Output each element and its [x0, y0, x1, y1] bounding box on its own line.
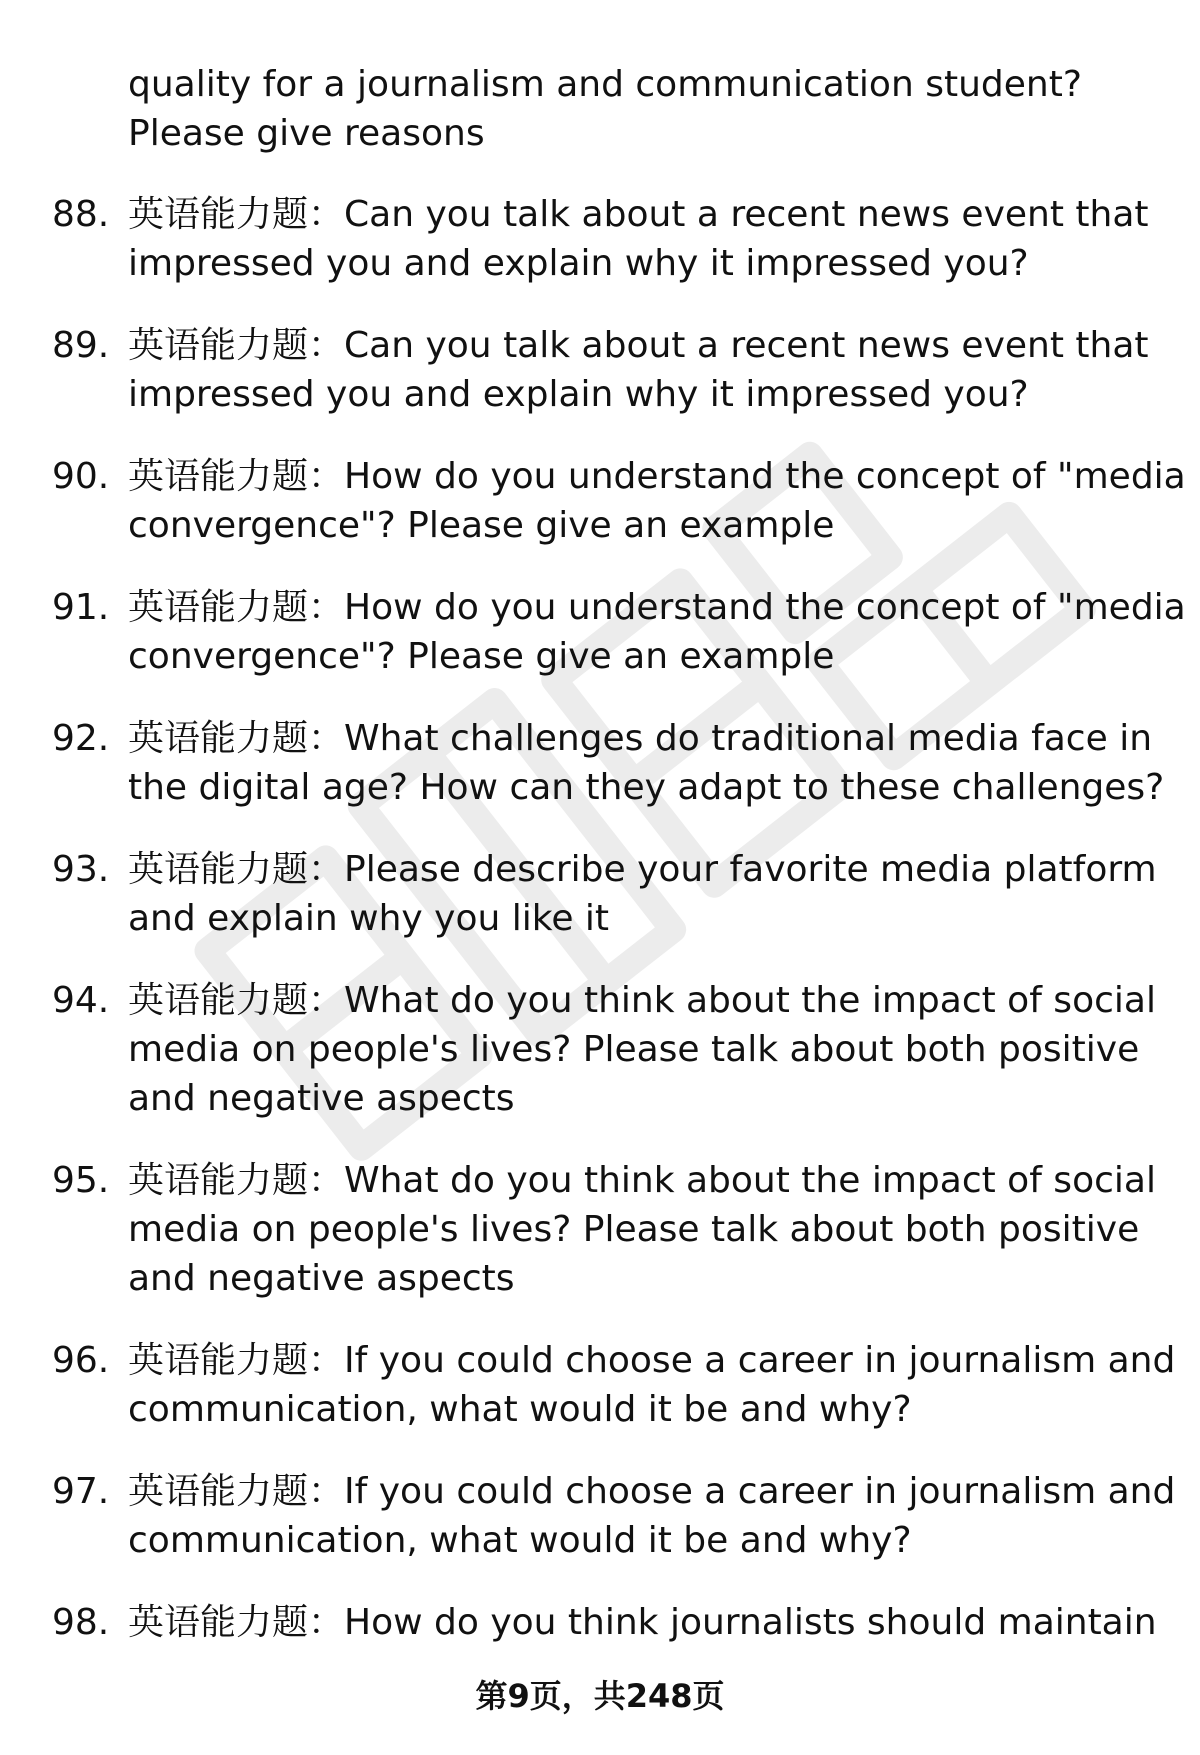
- question-text-line: impressed you and explain why it impressed you?: [128, 243, 1029, 284]
- question-text-line: How do you understand the concept of "media: [344, 587, 1186, 628]
- question-text-line: What challenges do traditional media face in: [344, 718, 1153, 759]
- question-type-label: 英语能力题：: [128, 1471, 345, 1512]
- question-text-line: How do you think journalists should maintain: [344, 1602, 1157, 1643]
- question-text-line: Please describe your favorite media platform: [344, 849, 1157, 890]
- question-number: 95.: [52, 1160, 110, 1201]
- question-text-line: convergence"? Please give an example: [128, 505, 835, 546]
- question-type-label: 英语能力题：: [128, 849, 345, 890]
- question-type-label: 英语能力题：: [128, 1340, 345, 1381]
- continued-question-text: [128, 60, 1158, 158]
- question-text-line: communication, what would it be and why?: [128, 1389, 912, 1430]
- page-number-footer: 第9页，共248页: [475, 1677, 725, 1715]
- question-item: [0, 976, 1200, 1123]
- question-text-line: the digital age? How can they adapt to these challenges?: [128, 767, 1165, 808]
- question-item: [0, 1598, 1200, 1647]
- question-number: 96.: [52, 1340, 110, 1381]
- question-number: 98.: [52, 1602, 110, 1643]
- question-item: [0, 321, 1200, 419]
- question-number: 97.: [52, 1471, 110, 1512]
- question-text-line: and negative aspects: [128, 1258, 515, 1299]
- question-number: 88.: [52, 194, 110, 235]
- question-text-line: If you could choose a career in journalism and: [344, 1471, 1176, 1512]
- question-text-line: communication, what would it be and why?: [128, 1520, 912, 1561]
- question-text-line: What do you think about the impact of social: [344, 980, 1156, 1021]
- question-type-label: 英语能力题：: [128, 980, 345, 1021]
- question-type-label: 英语能力题：: [128, 1160, 345, 1201]
- question-text-line: Can you talk about a recent news event that: [344, 194, 1149, 235]
- question-type-label: 英语能力题：: [128, 1602, 345, 1643]
- question-text-line: media on people's lives? Please talk about both positive: [128, 1209, 1140, 1250]
- question-text-line: How do you understand the concept of "media: [344, 456, 1186, 497]
- question-number: 93.: [52, 849, 110, 890]
- question-number: 90.: [52, 456, 110, 497]
- question-type-label: 英语能力题：: [128, 456, 345, 497]
- question-type-label: 英语能力题：: [128, 718, 345, 759]
- question-item: [0, 1336, 1200, 1434]
- question-number: 89.: [52, 325, 110, 366]
- question-item: [0, 452, 1200, 550]
- question-item: [0, 714, 1200, 812]
- question-type-label: 英语能力题：: [128, 587, 345, 628]
- question-item: [0, 190, 1200, 288]
- question-item: [0, 845, 1200, 943]
- question-number: 92.: [52, 718, 110, 759]
- question-item: [0, 583, 1200, 681]
- continuation-line: Please give reasons: [128, 113, 485, 154]
- question-number: 94.: [52, 980, 110, 1021]
- question-text-line: convergence"? Please give an example: [128, 636, 835, 677]
- question-text-line: and negative aspects: [128, 1078, 515, 1119]
- question-item: [0, 1467, 1200, 1565]
- question-list: [0, 190, 1200, 1643]
- question-text-line: and explain why you like it: [128, 898, 610, 939]
- question-text-line: If you could choose a career in journalism and: [344, 1340, 1176, 1381]
- question-text-line: impressed you and explain why it impressed you?: [128, 374, 1029, 415]
- question-type-label: 英语能力题：: [128, 194, 345, 235]
- question-text-line: media on people's lives? Please talk about both positive: [128, 1029, 1140, 1070]
- question-item: [0, 1156, 1200, 1303]
- question-number: 91.: [52, 587, 110, 628]
- continuation-line: quality for a journalism and communication student?: [128, 64, 1082, 105]
- question-text-line: Can you talk about a recent news event that: [344, 325, 1149, 366]
- question-text-line: What do you think about the impact of social: [344, 1160, 1156, 1201]
- question-type-label: 英语能力题：: [128, 325, 345, 366]
